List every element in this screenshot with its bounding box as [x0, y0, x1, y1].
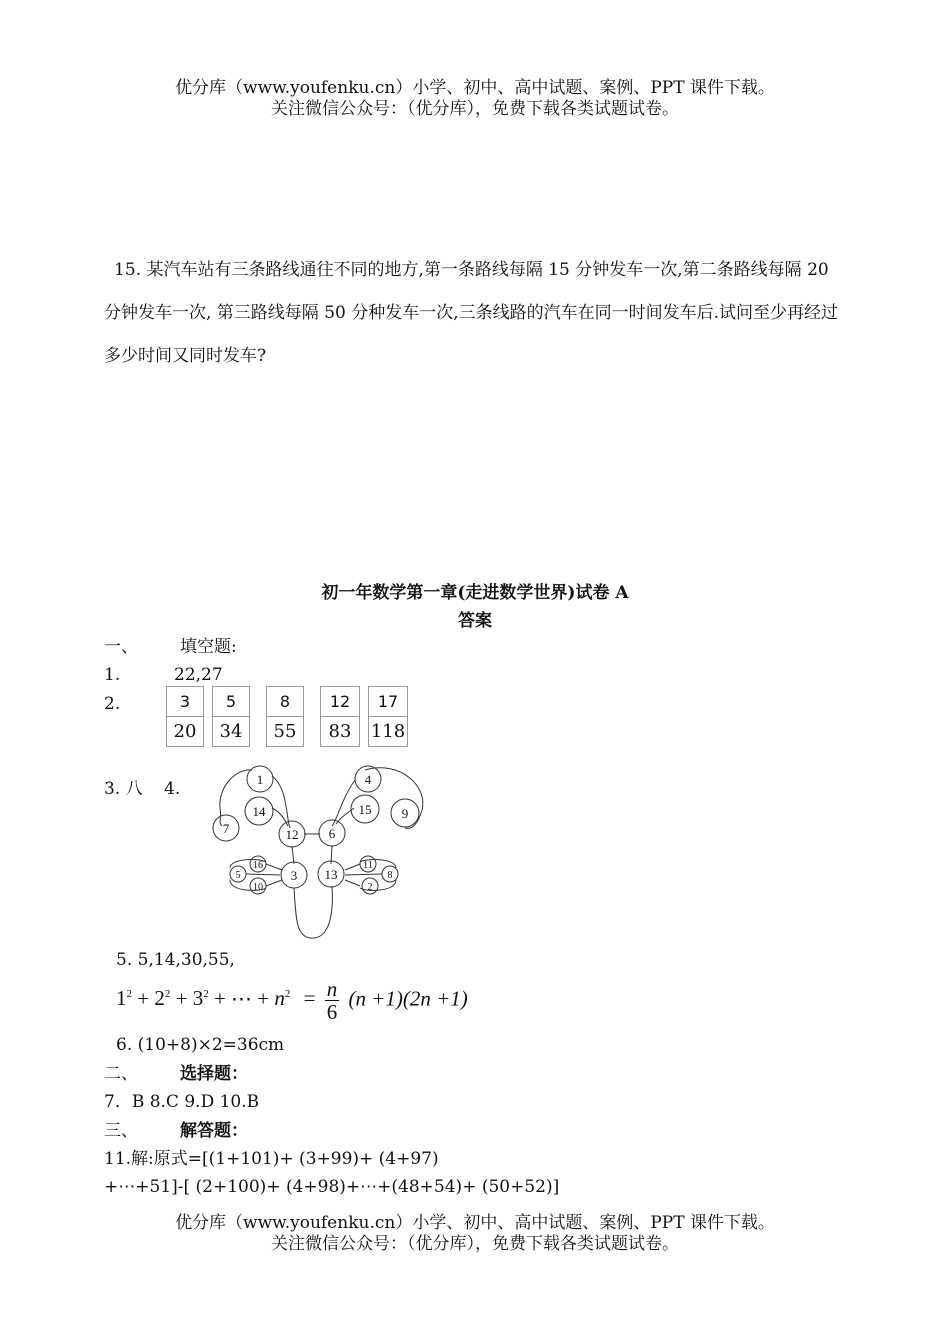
section-2-label: 选择题： — [180, 1064, 248, 1084]
card — [266, 686, 304, 747]
answers-7-10: 7．B 8.C 9.D 10.B — [104, 1092, 260, 1112]
graph-node — [247, 766, 273, 792]
answer-4-number: 4. — [164, 779, 181, 799]
answer-3: 3. 八 — [104, 779, 143, 799]
graph-node — [351, 795, 379, 823]
formula-term: $3^2$ — [192, 986, 209, 1011]
card — [166, 686, 204, 747]
card-bottom: 20 — [173, 721, 197, 742]
svg-text:16: 16 — [253, 860, 263, 871]
svg-text:7: 7 — [222, 821, 230, 836]
answer-1-value: 22,27 — [174, 665, 223, 685]
formula-dots: + ⋯ + — [213, 986, 270, 1011]
graph-node — [245, 797, 273, 825]
graph-node — [362, 878, 378, 894]
graph-node — [360, 856, 376, 872]
card-top: 17 — [369, 687, 407, 717]
header-line-1: 优分库（www.youfenku.cn）小学、初中、高中试题、案例、PPT 课件下载。 — [175, 78, 775, 98]
card — [368, 686, 408, 747]
card-top: 3 — [167, 687, 203, 717]
svg-text:5: 5 — [235, 870, 241, 881]
graph-node — [250, 856, 266, 872]
answer-6: 6. (10+8)×2=36cm — [116, 1035, 285, 1055]
formula-term: $1^2$ — [116, 986, 132, 1011]
formula-term: $n^2$ — [274, 986, 291, 1011]
card-top: 12 — [321, 687, 359, 717]
card-bottom: 83 — [328, 721, 352, 742]
section-1-label: 填空题: — [180, 637, 237, 657]
header-line-2: 关注微信公众号：（优分库），免费下载各类试题试卷。 — [271, 99, 679, 119]
number-graph-diagram — [200, 758, 430, 948]
svg-text:14: 14 — [252, 804, 266, 819]
card — [212, 686, 250, 747]
answers-subtitle: 答案 — [458, 611, 492, 631]
page-header — [0, 78, 950, 120]
card-bottom: 34 — [219, 721, 243, 742]
card-top: 8 — [267, 687, 303, 717]
answer-11-line-1: 11.解:原式=[(1+101)+ (3+99)+ (4+97) — [104, 1149, 439, 1169]
formula-fraction: $\frac{n}{6}$ — [326, 977, 338, 1024]
sum-of-squares-formula: $1^2 + 2^2 + 3^2$ + ⋯ + $n^2$ = $\frac{n}{6}$ (n +1)(2n +1) — [116, 977, 468, 1024]
formula-equals: = — [303, 986, 316, 1011]
graph-node — [250, 878, 266, 894]
svg-text:1: 1 — [256, 772, 264, 787]
answer-2-number: 2. — [104, 694, 121, 714]
footer-line-2: 关注微信公众号：（优分库），免费下载各类试题试卷。 — [271, 1234, 679, 1254]
card-top: 5 — [213, 687, 249, 717]
svg-text:15: 15 — [358, 802, 372, 817]
svg-text:11: 11 — [363, 860, 373, 871]
svg-text:13: 13 — [324, 867, 338, 882]
svg-text:10: 10 — [253, 882, 263, 893]
answer-11-line-2: +⋯+51]-[ (2+100)+ (4+98)+⋯+(48+54)+ (50+52)] — [104, 1177, 560, 1197]
page-footer — [0, 1213, 950, 1255]
svg-text:9: 9 — [401, 806, 409, 821]
graph-node — [279, 821, 305, 847]
svg-text:6: 6 — [328, 826, 336, 841]
graph-node — [355, 766, 381, 792]
answers-title: 初一年数学第一章(走进数学世界)试卷 A — [321, 583, 629, 603]
answer-1-number: 1. — [104, 665, 121, 685]
card-bottom: 118 — [370, 721, 406, 742]
graph-node — [318, 861, 344, 887]
card-bottom: 55 — [273, 721, 297, 742]
section-3-label: 解答题： — [180, 1121, 248, 1141]
question-15: 15. 某汽车站有三条路线通往不同的地方,第一条路线每隔 15 分钟发车一次,第二条路线每隔 20 分钟发车一次, 第三路线每隔 50 分种发车一次,三条线路的汽车在同一时间发车后.试问至少再经过多少时间又同时发车? — [104, 260, 839, 366]
card — [320, 686, 360, 747]
graph-node — [213, 815, 239, 841]
footer-line-1: 优分库（www.youfenku.cn）小学、初中、高中试题、案例、PPT 课件下载。 — [175, 1213, 775, 1233]
graph-node — [230, 866, 246, 882]
section-1-number: 一、 — [104, 637, 138, 657]
svg-text:4: 4 — [364, 772, 372, 787]
section-3-number: 三、 — [104, 1121, 138, 1141]
svg-text:12: 12 — [285, 827, 299, 842]
svg-text:3: 3 — [290, 868, 298, 883]
svg-text:8: 8 — [387, 870, 393, 881]
graph-node — [319, 820, 345, 846]
formula-rhs: (n +1)(2n +1) — [348, 986, 468, 1011]
graph-node — [281, 862, 307, 888]
formula-term: $2^2$ — [154, 986, 171, 1011]
graph-node — [391, 799, 419, 827]
section-2-number: 二、 — [104, 1064, 138, 1084]
graph-connections — [220, 768, 423, 938]
answer-5: 5. 5,14,30,55, — [116, 950, 235, 970]
svg-text:2: 2 — [367, 882, 373, 893]
graph-node — [382, 866, 398, 882]
